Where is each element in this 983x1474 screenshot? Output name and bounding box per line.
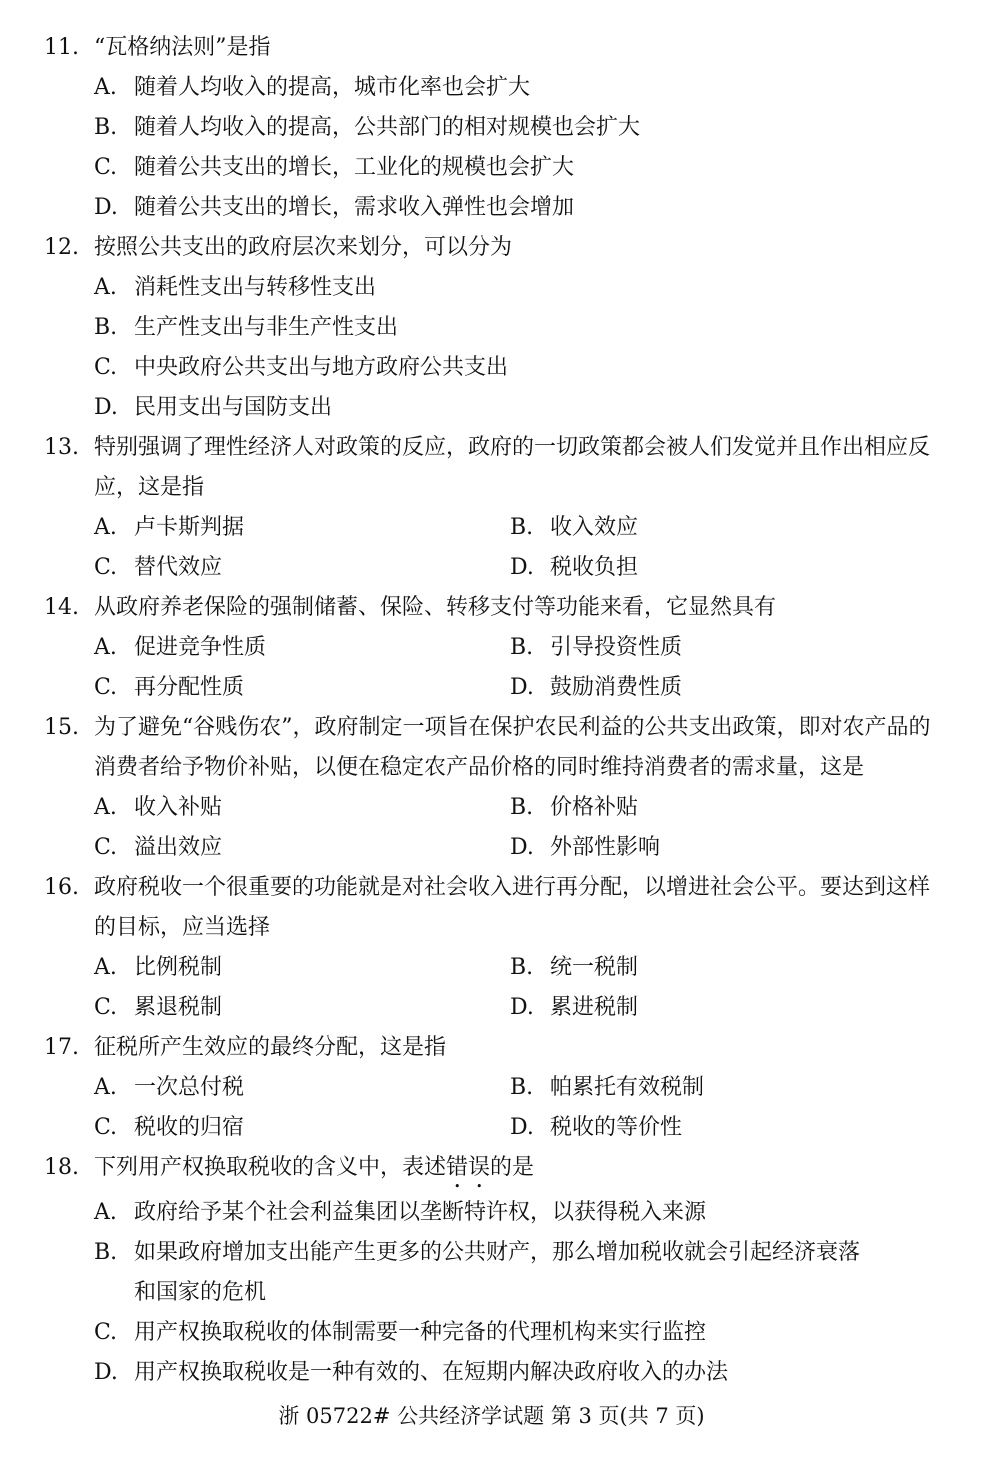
option-text: 一次总付税 — [134, 1075, 245, 1100]
option-a — [94, 948, 510, 988]
option-row — [94, 628, 983, 668]
question-15 — [0, 708, 983, 868]
question-stem — [44, 588, 931, 628]
question-stem — [44, 428, 931, 508]
question-stem — [44, 708, 931, 788]
option-letter: C. — [94, 555, 118, 580]
option-letter: B. — [94, 115, 118, 140]
question-text: 为了避免“谷贱伤农”，政府制定一项旨在保护农民利益的公共支出政策，即对农产品的消费者给予物价补贴，以便在稳定农产品价格的同时维持消费者的需求量，这是 — [94, 715, 931, 780]
option-b — [510, 948, 926, 988]
option-letter: A. — [94, 1075, 117, 1100]
option-letter: B. — [510, 955, 534, 980]
question-11 — [0, 28, 983, 228]
stem-emphasis: 错误 — [446, 1155, 491, 1180]
option-letter: A. — [94, 275, 117, 300]
option-text: 税收负担 — [550, 555, 639, 580]
option-text: 随着公共支出的增长，工业化的规模也会扩大 — [134, 155, 575, 180]
option-b — [510, 628, 926, 668]
option-letter: B. — [510, 515, 534, 540]
option-row — [94, 508, 983, 548]
option-text: 用产权换取税收的体制需要一种完备的代理机构来实行监控 — [134, 1320, 707, 1345]
question-stem — [44, 1148, 931, 1193]
option-text: 随着人均收入的提高，城市化率也会扩大 — [134, 75, 531, 100]
question-number: 18. — [44, 1155, 79, 1180]
question-14 — [0, 588, 983, 708]
option-text: 累进税制 — [550, 995, 639, 1020]
option-d — [510, 988, 926, 1028]
option-letter: A. — [94, 955, 117, 980]
option-c — [94, 148, 931, 188]
option-text: 帕累托有效税制 — [550, 1075, 705, 1100]
option-letter: C. — [94, 355, 118, 380]
option-letter: B. — [510, 1075, 534, 1100]
option-d — [510, 668, 926, 708]
option-text: 外部性影响 — [550, 835, 661, 860]
option-text: 民用支出与国防支出 — [134, 395, 333, 420]
option-letter: C. — [94, 995, 118, 1020]
option-letter: D. — [510, 1115, 534, 1140]
option-letter: A. — [94, 635, 117, 660]
option-letter: D. — [94, 195, 118, 220]
question-13 — [0, 428, 983, 588]
question-text: 政府税收一个很重要的功能就是对社会收入进行再分配，以增进社会公平。要达到这样的目标，应当选择 — [94, 875, 931, 940]
option-text: 如果政府增加支出能产生更多的公共财产，那么增加税收就会引起经济衰落和国家的危机 — [134, 1240, 861, 1305]
option-b — [94, 1233, 931, 1313]
option-letter: A. — [94, 515, 117, 540]
stem-part: 的是 — [490, 1155, 535, 1180]
option-letter: B. — [94, 315, 118, 340]
question-stem — [44, 228, 931, 268]
option-c — [94, 1108, 510, 1148]
option-letter: A. — [94, 1200, 117, 1225]
question-text: 征税所产生效应的最终分配，这是指 — [94, 1035, 447, 1060]
question-number: 13. — [44, 435, 79, 460]
option-a — [94, 268, 931, 308]
question-text — [94, 1148, 931, 1193]
option-text: 鼓励消费性质 — [550, 675, 683, 700]
question-text: “瓦格纳法则”是指 — [94, 35, 271, 60]
option-letter: B. — [510, 635, 534, 660]
option-c — [94, 988, 510, 1028]
option-row — [94, 1108, 983, 1148]
option-letter: A. — [94, 795, 117, 820]
question-stem — [44, 868, 931, 948]
option-text: 政府给予某个社会利益集团以垄断特许权，以获得税入来源 — [134, 1200, 707, 1225]
option-letter: C. — [94, 1115, 118, 1140]
option-letter: D. — [510, 995, 534, 1020]
question-stem — [44, 1028, 931, 1068]
option-c — [94, 548, 510, 588]
option-text: 随着公共支出的增长，需求收入弹性也会增加 — [134, 195, 575, 220]
option-text: 比例税制 — [134, 955, 223, 980]
option-text: 引导投资性质 — [550, 635, 683, 660]
question-stem — [44, 28, 931, 68]
question-number: 11. — [44, 35, 79, 60]
question-text: 按照公共支出的政府层次来划分，可以分为 — [94, 235, 513, 260]
option-row — [94, 948, 983, 988]
option-a — [94, 508, 510, 548]
option-text: 价格补贴 — [550, 795, 639, 820]
option-b — [510, 1068, 926, 1108]
option-text: 卢卡斯判据 — [134, 515, 245, 540]
option-d — [510, 548, 926, 588]
option-text: 替代效应 — [134, 555, 223, 580]
option-c — [94, 828, 510, 868]
option-b — [510, 508, 926, 548]
option-letter: D. — [510, 555, 534, 580]
option-row — [94, 668, 983, 708]
option-text: 中央政府公共支出与地方政府公共支出 — [134, 355, 509, 380]
option-a — [94, 788, 510, 828]
option-c — [94, 348, 931, 388]
question-text: 特别强调了理性经济人对政策的反应，政府的一切政策都会被人们发觉并且作出相应反应，这是指 — [94, 435, 931, 500]
option-letter: A. — [94, 75, 117, 100]
option-row — [94, 548, 983, 588]
option-row — [94, 828, 983, 868]
question-18 — [0, 1148, 983, 1393]
option-letter: C. — [94, 675, 118, 700]
option-b — [510, 788, 926, 828]
option-a — [94, 1068, 510, 1108]
option-text: 用产权换取税收是一种有效的、在短期内解决政府收入的办法 — [134, 1360, 729, 1385]
option-text: 收入效应 — [550, 515, 639, 540]
option-text: 税收的等价性 — [550, 1115, 683, 1140]
option-a — [94, 1193, 931, 1233]
option-d — [94, 388, 931, 428]
option-row — [94, 1068, 983, 1108]
option-b — [94, 108, 931, 148]
option-letter: D. — [94, 1360, 118, 1385]
option-letter: D. — [510, 835, 534, 860]
option-row — [94, 988, 983, 1028]
question-number: 16. — [44, 875, 79, 900]
option-letter: C. — [94, 835, 118, 860]
question-17 — [0, 1028, 983, 1148]
option-d — [510, 1108, 926, 1148]
option-c — [94, 668, 510, 708]
question-number: 12. — [44, 235, 79, 260]
stem-part: 下列用产权换取税收的含义中，表述 — [94, 1155, 447, 1180]
question-text: 从政府养老保险的强制储蓄、保险、转移支付等功能来看，它显然具有 — [94, 595, 777, 620]
option-text: 累退税制 — [134, 995, 223, 1020]
option-letter: C. — [94, 155, 118, 180]
option-text: 再分配性质 — [134, 675, 245, 700]
option-a — [94, 628, 510, 668]
question-number: 14. — [44, 595, 79, 620]
option-text: 收入补贴 — [134, 795, 223, 820]
option-d — [510, 828, 926, 868]
option-text: 税收的归宿 — [134, 1115, 245, 1140]
option-text: 统一税制 — [550, 955, 639, 980]
question-16 — [0, 868, 983, 1028]
option-row — [94, 788, 983, 828]
option-b — [94, 308, 931, 348]
option-a — [94, 68, 931, 108]
page-footer: 浙 05722# 公共经济学试题 第 3 页(共 7 页) — [278, 1404, 705, 1428]
option-letter: D. — [510, 675, 534, 700]
option-text: 生产性支出与非生产性支出 — [134, 315, 399, 340]
question-number: 17. — [44, 1035, 79, 1060]
option-text: 消耗性支出与转移性支出 — [134, 275, 377, 300]
option-text: 随着人均收入的提高，公共部门的相对规模也会扩大 — [134, 115, 641, 140]
option-c — [94, 1313, 931, 1353]
option-letter: D. — [94, 395, 118, 420]
question-number: 15. — [44, 715, 79, 740]
option-d — [94, 188, 931, 228]
option-text: 促进竞争性质 — [134, 635, 267, 660]
option-text: 溢出效应 — [134, 835, 223, 860]
option-letter: B. — [510, 795, 534, 820]
option-letter: B. — [94, 1240, 118, 1265]
option-letter: C. — [94, 1320, 118, 1345]
question-12 — [0, 228, 983, 428]
option-d — [94, 1353, 931, 1393]
